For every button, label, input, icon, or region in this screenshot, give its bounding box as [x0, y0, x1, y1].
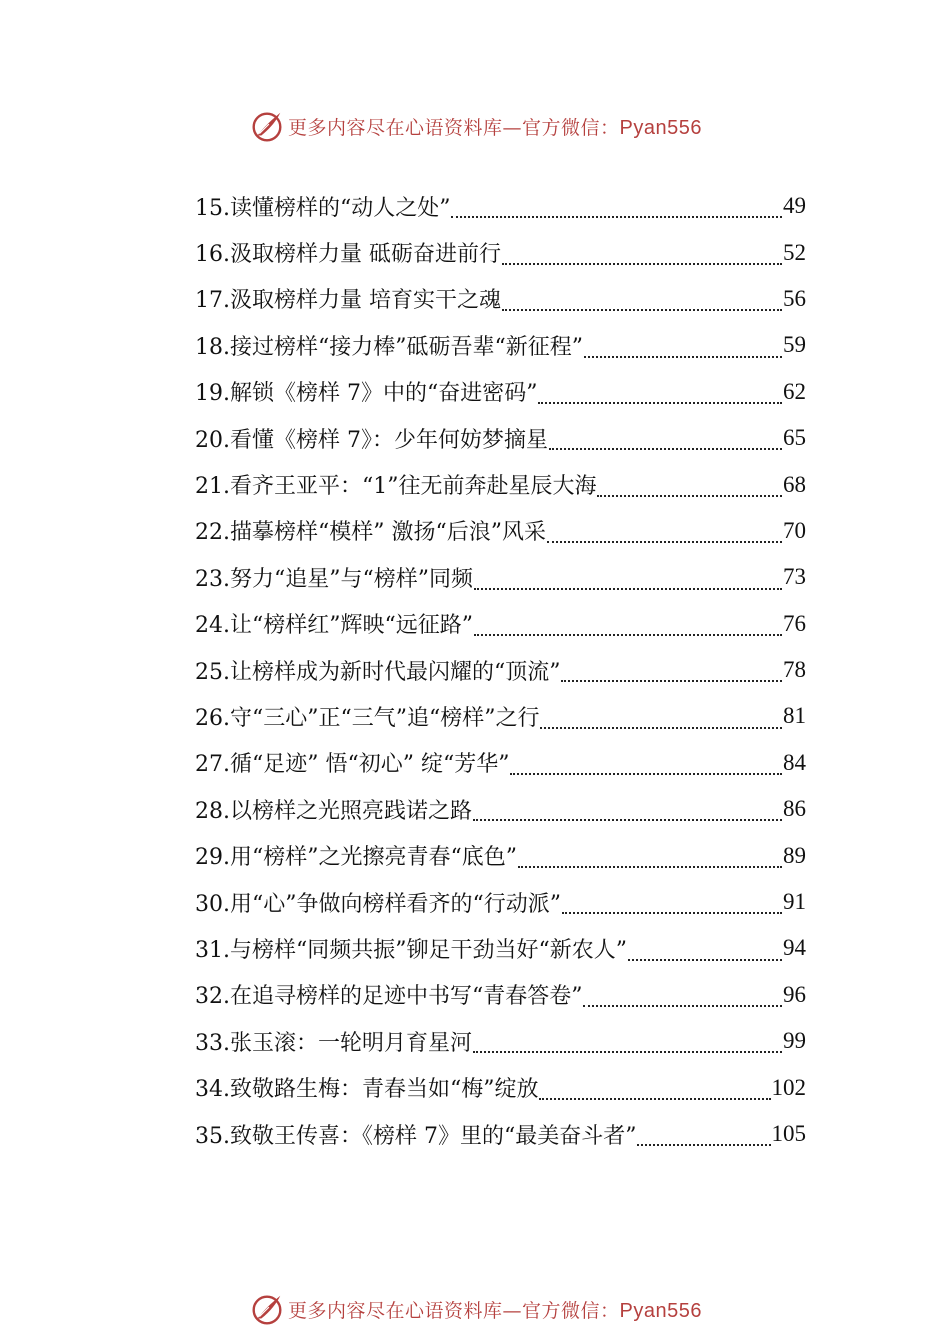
toc-dot-leader — [510, 761, 782, 775]
toc-entry-title: 19.解锁《榜样 7》中的“奋进密码” — [195, 381, 538, 407]
toc-entry-title: 32.在追寻榜样的足迹中书写“青春答卷” — [195, 984, 583, 1010]
toc-entry-title: 27.循“足迹” 悟“初心” 绽“芳华” — [195, 752, 510, 778]
toc-entry-page: 81 — [783, 703, 806, 729]
toc-dot-leader — [637, 1132, 770, 1146]
quill-logo-icon — [248, 1290, 286, 1328]
toc-entry[interactable] — [195, 832, 806, 878]
toc-entry-page: 86 — [783, 796, 806, 822]
toc-entry-title: 16.汲取榜样力量 砥砺奋进前行 — [195, 242, 501, 268]
toc-dot-leader — [547, 529, 782, 543]
toc-entry-page: 52 — [783, 239, 806, 265]
toc-dot-leader — [474, 576, 782, 590]
toc-entry-page: 68 — [783, 471, 806, 497]
toc-entry[interactable] — [195, 1018, 806, 1064]
toc-dot-leader — [474, 622, 782, 636]
toc-entry-title: 22.描摹榜样“模样” 激扬“后浪”风采 — [195, 520, 546, 546]
toc-entry-title: 24.让“榜样红”辉映“远征路” — [195, 613, 473, 639]
toc-entry[interactable] — [195, 508, 806, 554]
toc-entry-page: 65 — [783, 425, 806, 451]
toc-entry-title: 21.看齐王亚平：“1”往无前奔赴星辰大海 — [195, 474, 597, 500]
toc-entry-page: 56 — [783, 285, 806, 311]
toc-entry-page: 62 — [783, 378, 806, 404]
toc-entry[interactable] — [195, 415, 806, 461]
toc-entry[interactable] — [195, 925, 806, 971]
toc-entry[interactable] — [195, 786, 806, 832]
toc-dot-leader — [583, 993, 782, 1007]
toc-dot-leader — [451, 204, 782, 218]
toc-entry[interactable] — [195, 1111, 806, 1157]
toc-entry-page: 105 — [771, 1121, 806, 1146]
footer-text: 更多内容尽在心语资料库—官方微信：Pyan556 — [288, 1299, 702, 1322]
toc-entry[interactable] — [195, 647, 806, 693]
toc-entry[interactable] — [195, 1064, 806, 1110]
toc-dot-leader — [473, 1039, 782, 1053]
toc-dot-leader — [502, 251, 782, 265]
toc-dot-leader — [518, 854, 782, 868]
toc-entry-title: 17.汲取榜样力量 培育实干之魂 — [195, 288, 501, 314]
quill-logo-icon — [248, 107, 286, 145]
toc-dot-leader — [628, 947, 782, 961]
toc-entry-title: 26.守“三心”正“三气”追“榜样”之行 — [195, 705, 540, 731]
toc-entry-title: 23.努力“追星”与“榜样”同频 — [195, 566, 473, 592]
toc-entry-page: 59 — [783, 332, 806, 358]
toc-entry-title: 35.致敬王传喜：《榜样 7》里的“最美奋斗者” — [195, 1123, 637, 1149]
toc-entry-title: 34.致敬路生梅：青春当如“梅”绽放 — [195, 1077, 539, 1103]
toc-entry-page: 73 — [783, 564, 806, 590]
toc-entry-title: 25.让榜样成为新时代最闪耀的“顶流” — [195, 659, 561, 685]
toc-entry-page: 102 — [771, 1074, 806, 1100]
toc-entry-page: 84 — [783, 749, 806, 775]
toc-entry[interactable] — [195, 972, 806, 1018]
toc-entry[interactable] — [195, 183, 806, 229]
toc-entry-page: 70 — [783, 517, 806, 543]
toc-dot-leader — [562, 900, 782, 914]
toc-entry-title: 31.与榜样“同频共振”铆足干劲当好“新农人” — [195, 937, 627, 963]
toc-entry-title: 28.以榜样之光照亮践诺之路 — [195, 798, 472, 824]
toc-dot-leader — [502, 297, 782, 311]
toc-entry[interactable] — [195, 601, 806, 647]
toc-dot-leader — [584, 344, 782, 358]
toc-entry[interactable] — [195, 879, 806, 925]
toc-dot-leader — [597, 483, 782, 497]
toc-entry-page: 49 — [783, 193, 806, 219]
toc-entry-page: 94 — [783, 935, 806, 961]
toc-dot-leader — [540, 715, 782, 729]
header-banner — [0, 106, 950, 146]
toc-entry-page: 89 — [783, 842, 806, 868]
toc-entry-title: 33.张玉滚：一轮明月育星河 — [195, 1030, 472, 1056]
toc-entry-title: 29.用“榜样”之光擦亮青春“底色” — [195, 845, 517, 871]
toc-entry-title: 18.接过榜样“接力棒”砥砺吾辈“新征程” — [195, 334, 583, 360]
header-text: 更多内容尽在心语资料库—官方微信：Pyan556 — [288, 116, 702, 139]
toc-dot-leader — [561, 668, 782, 682]
toc-entry-page: 91 — [783, 889, 806, 915]
toc-entry[interactable] — [195, 693, 806, 739]
toc-entry-page: 96 — [783, 981, 806, 1007]
footer-banner — [0, 1289, 950, 1329]
toc-entry-title: 20.看懂《榜样 7》：少年何妨梦摘星 — [195, 427, 548, 453]
toc-entry[interactable] — [195, 461, 806, 507]
toc-entry[interactable] — [195, 369, 806, 415]
toc-entry[interactable] — [195, 554, 806, 600]
toc-dot-leader — [539, 1086, 770, 1100]
toc-dot-leader — [549, 436, 782, 450]
toc-entry-title: 15.读懂榜样的“动人之处” — [195, 195, 451, 221]
toc-entry[interactable] — [195, 322, 806, 368]
toc-entry-title: 30.用“心”争做向榜样看齐的“行动派” — [195, 891, 561, 917]
toc-entry[interactable] — [195, 740, 806, 786]
toc-entry[interactable] — [195, 229, 806, 275]
toc-entry-page: 78 — [783, 657, 806, 683]
toc-entry-page: 99 — [783, 1028, 806, 1054]
toc-dot-leader — [538, 390, 782, 404]
toc-dot-leader — [473, 807, 782, 821]
toc-entry[interactable] — [195, 276, 806, 322]
table-of-contents — [195, 183, 806, 1157]
toc-entry-page: 76 — [783, 610, 806, 636]
